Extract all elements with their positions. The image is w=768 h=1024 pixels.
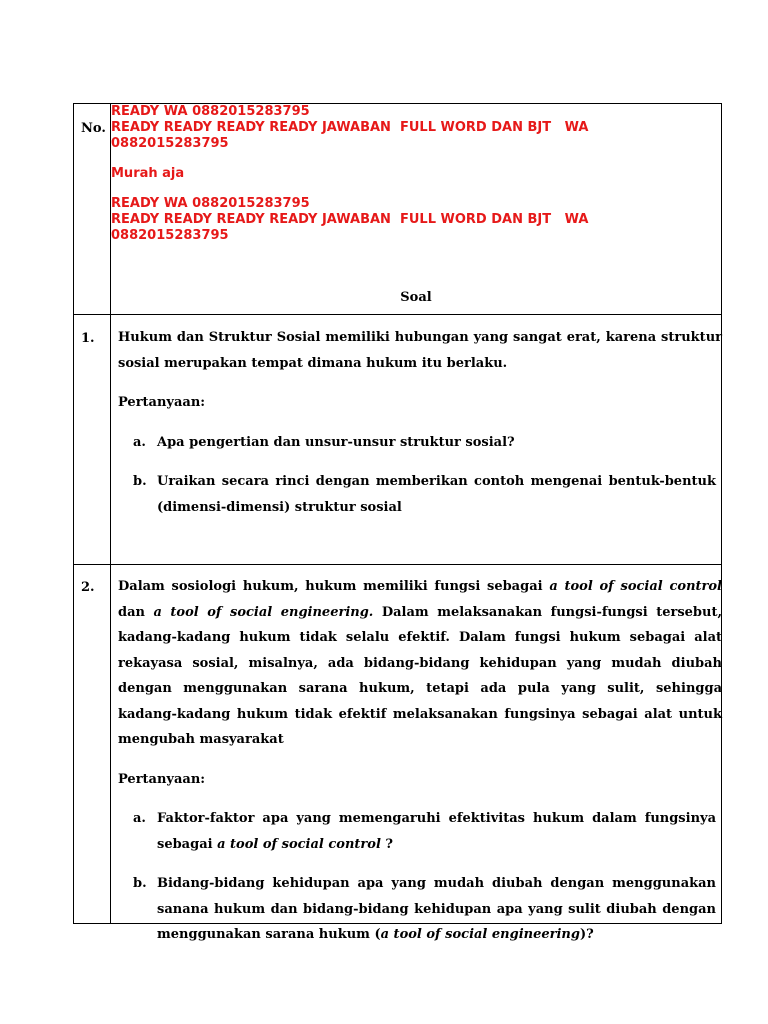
promo-line: 0882015283795 xyxy=(111,228,229,243)
sub-question-list xyxy=(118,806,722,948)
sub-question-list xyxy=(118,430,722,521)
promo-line: 0882015283795 xyxy=(111,136,229,151)
question-number: 2. xyxy=(81,580,95,595)
promo-line: READY READY READY READY JAWABAN FULL WORD DAN BJT WA xyxy=(111,212,589,227)
promo-line: READY WA 0882015283795 xyxy=(111,196,310,211)
row-divider-q1 xyxy=(74,564,721,565)
question-text: Hukum dan Struktur Sosial memiliki hubungan yang sangat erat, karena struktur sosial merupakan tempat dimana hukum itu berlaku. xyxy=(118,330,722,371)
promo-line: READY READY READY READY JAWABAN FULL WORD DAN BJT WA xyxy=(111,120,589,135)
sub-question-text: Faktor-faktor apa yang memengaruhi efektivitas hukum dalam fungsinya sebagai a tool of social control ? xyxy=(157,811,716,852)
sub-question xyxy=(133,469,716,520)
soal-column-header: Soal xyxy=(400,290,432,305)
sub-question xyxy=(133,430,716,456)
question-prompt: Pertanyaan: xyxy=(118,395,206,410)
question-number: 1. xyxy=(81,331,95,346)
sub-question-text: Uraikan secara rinci dengan memberikan contoh mengenai bentuk-bentuk (dimensi-dimensi) struktur sosial xyxy=(157,474,716,515)
promo-line: READY WA 0882015283795 xyxy=(111,104,310,119)
number-column-header: No. xyxy=(81,121,106,136)
list-marker: a. xyxy=(133,811,146,826)
row-divider-header xyxy=(74,314,721,315)
question-1-body xyxy=(118,325,722,534)
sub-question xyxy=(133,806,716,857)
sub-question xyxy=(133,871,716,948)
sub-question-text: Bidang-bidang kehidupan apa yang mudah diubah dengan menggunakan sanana hukum dan bidang-bidang kehidupan apa yang sulit diubah dengan menggunakan sarana hukum (a tool of social engineering)? xyxy=(157,876,716,942)
list-marker: b. xyxy=(133,474,147,489)
sub-question-text: Apa pengertian dan unsur-unsur struktur sosial? xyxy=(157,434,515,450)
question-table xyxy=(73,103,722,942)
list-marker: a. xyxy=(133,434,146,450)
list-marker: b. xyxy=(133,876,147,891)
promo-line: Murah aja xyxy=(111,166,185,181)
question-prompt: Pertanyaan: xyxy=(118,771,206,787)
promo-block xyxy=(111,104,711,244)
question-text: Dalam sosiologi hukum, hukum memiliki fungsi sebagai a tool of social control dan a tool of social engineering. Dalam melaksanakan fungsi-fungsi tersebut, kadang-kadang hukum tidak selalu efektif. Dalam fungsi hukum sebagai alat rekayasa sosial, misalnya, ada bidang-bidang kehidupan yang mudah diubah dengan menggunakan sarana hukum, tetapi ada pula yang sulit, sehingga kadang-kadang hukum tidak efektif melaksanakan fungsinya sebagai alat untuk mengubah masyarakat xyxy=(118,579,722,747)
question-2-body xyxy=(118,574,722,962)
